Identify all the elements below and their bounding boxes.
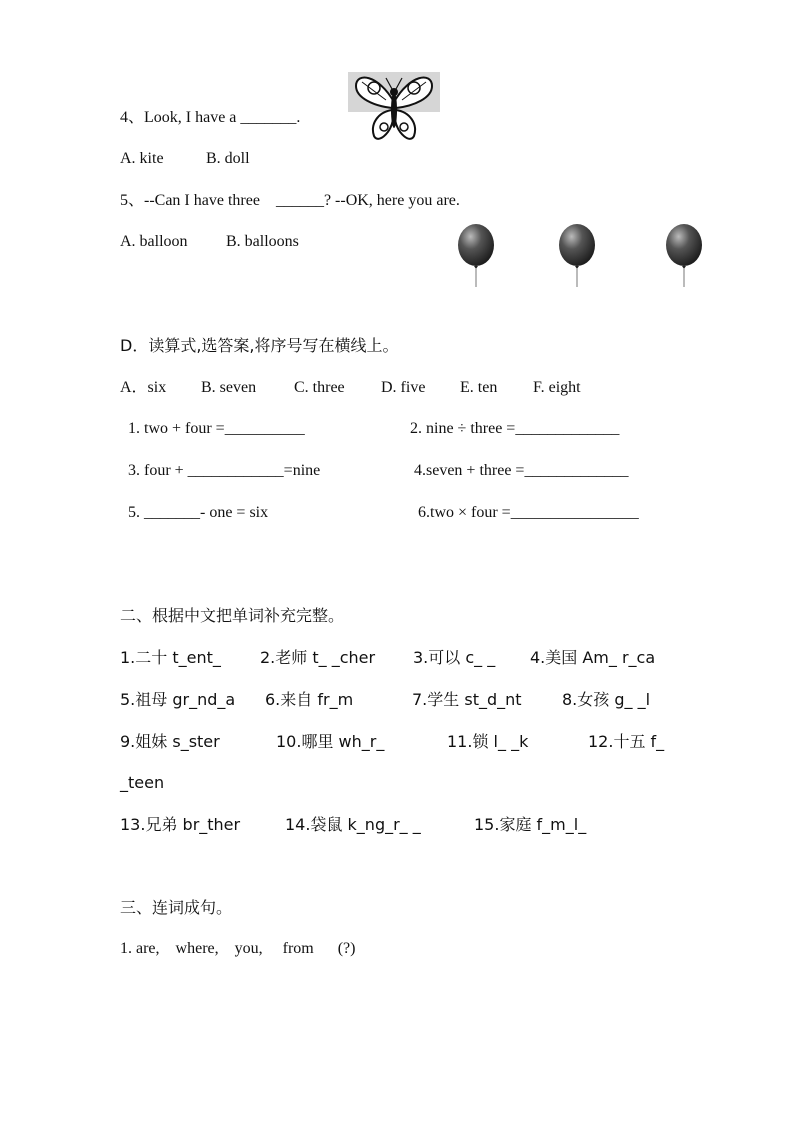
sentence-item-1: 1. are, where, you, from (?) [120,940,356,957]
butterfly-kite-image [348,72,440,144]
answer-option: F. eight [533,379,581,396]
answer-option: A．six [120,379,167,396]
word-item-14: 14.袋鼠 k_ng_r_ _ [285,815,421,834]
section-3-title: 三、连词成句。 [120,898,233,917]
word-item-8: 8.女孩 g_ _l [562,690,651,709]
word-item-2: 2.老师 t_ _cher [260,648,376,667]
balloon-image-1 [456,224,496,288]
word-item-15: 15.家庭 f_m_l_ [474,815,587,834]
word-item-9: 9.姐妹 s_ster [120,732,220,751]
answer-option: E. ten [460,379,498,396]
question-5: 5、--Can I have three ______? --OK, here you are. [120,192,460,209]
word-item-11: 11.锁 l_ _k [447,732,529,751]
word-item-7: 7.学生 st_d_nt [412,690,522,709]
equation-5: 5. _______- one = six [128,504,269,521]
equation-1: 1. two + four =__________ [128,420,305,437]
question-4-option-b: B. doll [206,150,250,167]
word-item-13: 13.兄弟 br_ther [120,815,241,834]
equation-4: 4.seven + three =_____________ [414,462,629,479]
section-2-title: 二、根据中文把单词补充完整。 [120,606,345,625]
question-5-option-b: B. balloons [226,233,299,250]
word-item-12-continued: _teen [120,773,165,792]
answer-option: C. three [294,379,345,396]
word-item-5: 5.祖母 gr_nd_a [120,690,236,709]
equation-3: 3. four + ____________=nine [128,462,321,479]
word-item-4: 4.美国 Am_ r_ca [530,648,656,667]
balloon-image-2 [557,224,597,288]
word-item-10: 10.哪里 wh_r_ [276,732,385,751]
word-item-12: 12.十五 f_ [588,732,665,751]
answer-option: B. seven [201,379,257,396]
word-item-1: 1.二十 t_ent_ [120,648,221,667]
equation-2: 2. nine ÷ three =_____________ [410,420,620,437]
question-5-option-a: A. balloon [120,233,188,250]
question-4-option-a: A. kite [120,150,164,167]
equation-6: 6.two × four =________________ [418,504,639,521]
balloon-image-3 [664,224,704,288]
question-4: 4、Look, I have a _______. [120,109,301,126]
word-item-3: 3.可以 c_ _ [413,648,496,667]
answer-option: D. five [381,379,426,396]
word-item-6: 6.来自 fr_m [265,690,354,709]
part-d-title: D．读算式,选答案,将序号写在横线上。 [120,336,399,355]
